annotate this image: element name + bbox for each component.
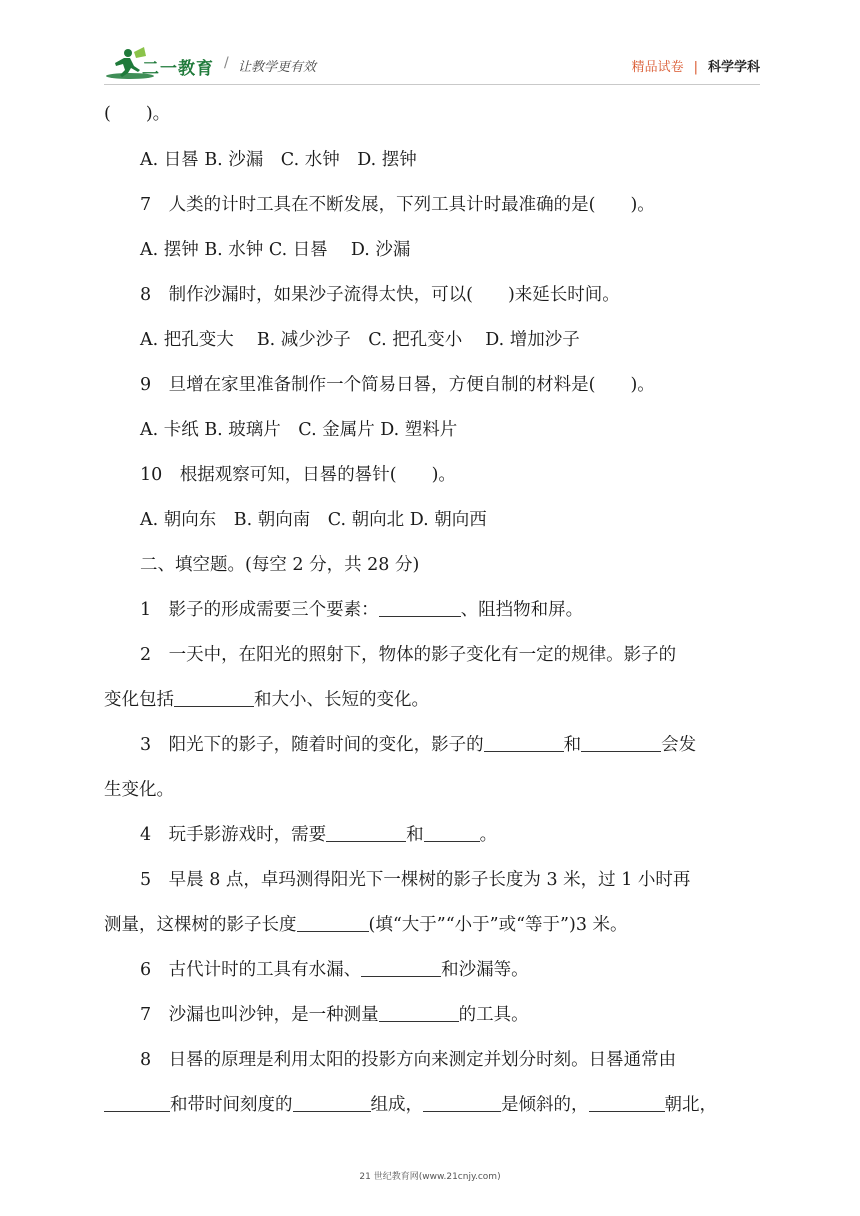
- question-text: 测量，这棵树的影子长度: [104, 915, 297, 935]
- fill-question-6: [140, 956, 529, 981]
- text-line: 8 制作沙漏时，如果沙子流得太快，可以( )来延长时间。: [140, 285, 620, 305]
- fill-question-8: 8 日晷的原理是利用太阳的投影方向来测定并划分时刻。日晷通常由: [140, 1050, 677, 1070]
- answer-blank: [326, 824, 406, 843]
- text-line: A. 把孔变大 B. 减少沙子 C. 把孔变小 D. 增加沙子: [140, 330, 580, 350]
- text-line: 9 旦增在家里准备制作一个简易日晷，方便自制的材料是( )。: [140, 375, 655, 395]
- slogan-separator: /: [224, 55, 229, 71]
- header-divider: |: [693, 60, 698, 75]
- question-text: 会发: [661, 735, 697, 755]
- page-header: [0, 0, 860, 92]
- fill-question-3-cont: 生变化。: [104, 780, 174, 800]
- answer-blank: [104, 1094, 170, 1113]
- question-text: 和沙漏等。: [441, 960, 529, 980]
- text-line: A. 卡纸 B. 玻璃片 C. 金属片 D. 塑料片: [140, 420, 458, 440]
- slogan: 让教学更有效: [238, 60, 317, 75]
- fill-question-1: [140, 596, 583, 621]
- question-text: 1 影子的形成需要三个要素：: [140, 600, 379, 620]
- question-text: 3 阳光下的影子，随着时间的变化，影子的: [140, 735, 484, 755]
- answer-blank: [293, 1094, 371, 1113]
- text-line: ( )。: [104, 104, 171, 124]
- label-subject: 科学学科: [707, 60, 760, 75]
- fill-question-8-cont: [104, 1091, 717, 1116]
- question-text: 是倾斜的，: [501, 1095, 589, 1115]
- text-line: A. 日晷 B. 沙漏 C. 水钟 D. 摆钟: [140, 150, 417, 170]
- answer-blank: [589, 1094, 665, 1113]
- answer-blank: [297, 914, 369, 933]
- fill-question-7: [140, 1001, 529, 1026]
- label-premium-paper: 精品试卷: [631, 60, 684, 75]
- page-footer: 21 世纪教育网(www.21cnjy.com): [359, 1172, 501, 1182]
- answer-blank: [361, 959, 441, 978]
- answer-blank: [423, 1094, 501, 1113]
- question-text: 变化包括: [104, 690, 174, 710]
- answer-blank: [174, 689, 254, 708]
- question-text: 朝北，: [664, 1095, 717, 1115]
- answer-blank: [424, 824, 480, 843]
- fill-question-2-cont: [104, 686, 429, 711]
- answer-blank: [379, 1004, 459, 1023]
- question-text: 和: [563, 735, 582, 755]
- question-text: 6 古代计时的工具有水漏、: [140, 960, 362, 980]
- fill-question-3: [140, 731, 696, 756]
- question-text: (填“大于”“小于”或“等于”)3 米。: [368, 915, 628, 935]
- fill-question-4: [140, 821, 497, 846]
- answer-blank: [379, 599, 461, 618]
- text-line: 10 根据观察可知，日晷的晷针( )。: [140, 465, 456, 485]
- header-labels: [632, 56, 760, 75]
- question-text: 、阻挡物和屏。: [460, 600, 584, 620]
- brand-name: 二一教育: [142, 59, 214, 79]
- question-text: 和带时间刻度的: [170, 1095, 293, 1115]
- fill-question-2: 2 一天中，在阳光的照射下，物体的影子变化有一定的规律。影子的: [140, 645, 677, 665]
- text-line: A. 朝向东 B. 朝向南 C. 朝向北 D. 朝向西: [140, 510, 487, 530]
- fill-question-5-cont: [104, 911, 628, 936]
- question-text: 组成，: [370, 1095, 423, 1115]
- answer-blank: [581, 734, 661, 753]
- section-heading: 二、填空题。(每空 2 分，共 28 分): [140, 555, 420, 575]
- fill-question-5: 5 早晨 8 点，卓玛测得阳光下一棵树的影子长度为 3 米，过 1 小时再: [140, 870, 691, 890]
- answer-blank: [484, 734, 564, 753]
- question-text: 4 玩手影游戏时，需要: [140, 825, 327, 845]
- text-line: 7 人类的计时工具在不断发展，下列工具计时最准确的是( )。: [140, 195, 655, 215]
- question-text: 和大小、长短的变化。: [254, 690, 429, 710]
- header-rule: [104, 84, 760, 85]
- text-line: A. 摆钟 B. 水钟 C. 日晷 D. 沙漏: [140, 240, 411, 260]
- question-text: 7 沙漏也叫沙钟，是一种测量: [140, 1005, 379, 1025]
- question-text: 。: [479, 825, 498, 845]
- question-text: 和: [406, 825, 424, 845]
- question-text: 的工具。: [458, 1005, 529, 1025]
